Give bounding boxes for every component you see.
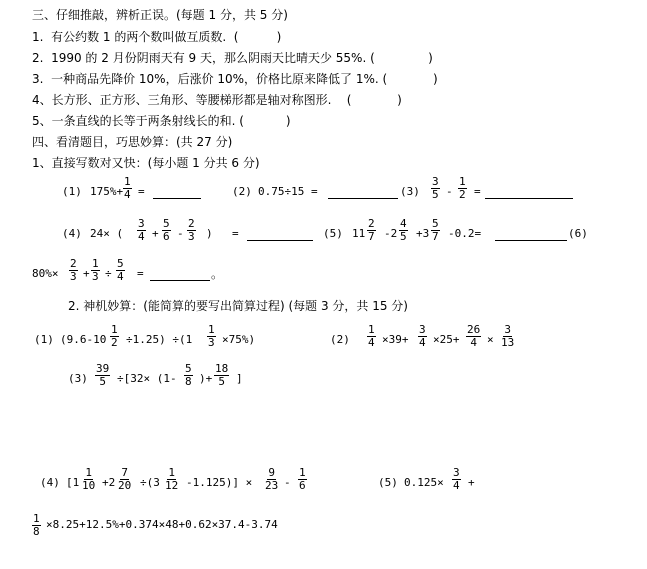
denominator: 4 — [453, 479, 460, 492]
q2-1-frac-b — [207, 324, 216, 349]
answer-blank — [150, 280, 210, 281]
answer-blank — [485, 198, 573, 199]
q1-5-op1: -2 — [384, 227, 398, 240]
q2-4-frac-e — [298, 467, 307, 492]
q1-1-pre: 175%+ — [90, 185, 124, 198]
q2-4-tail: -1.125)] × — [186, 476, 253, 489]
q1-4-frac-b — [162, 218, 171, 243]
denominator: 5 — [400, 230, 407, 243]
q2-3-frac-c — [214, 363, 229, 388]
part2-title: 2. 神机妙算：(能简算的要写出简算过程) (每题 3 分，共 15 分) — [68, 299, 408, 313]
denominator: 5 — [432, 188, 439, 201]
numerator: 7 — [121, 466, 128, 479]
q2-1-label: (1) — [34, 333, 54, 346]
denominator: 5 — [218, 375, 225, 388]
denominator: 7 — [368, 230, 375, 243]
numerator: 1 — [124, 175, 131, 188]
denominator: 3 — [70, 270, 77, 283]
q1-6-pre: 80%× — [32, 267, 59, 280]
q1-5-frac-b — [399, 218, 408, 243]
part1-title: 1、直接写数对又快：(每小题 1 分共 6 分) — [32, 156, 260, 170]
numerator: 5 — [117, 257, 124, 270]
answer-blank — [495, 240, 567, 241]
denominator: 3 — [92, 270, 99, 283]
denominator: 12 — [165, 479, 179, 492]
denominator: 3 — [188, 230, 195, 243]
q2-3-frac-a — [95, 363, 110, 388]
numerator: 1 — [111, 323, 118, 336]
q2-5b-tail: ×8.25+12.5%+0.374×48+0.62×37.4-3.74 — [46, 518, 278, 531]
denominator: 3 — [208, 336, 215, 349]
q1-6-op1: + — [83, 267, 90, 280]
numerator: 4 — [400, 217, 407, 230]
q1-4-op2: - — [177, 227, 184, 240]
q2-5b-frac — [32, 513, 41, 538]
q1-3-minus: - — [446, 185, 453, 198]
denominator: 4 — [419, 336, 426, 349]
q1-6-eq: = — [137, 267, 144, 280]
q1-3-frac-b — [458, 176, 467, 201]
denominator: 13 — [501, 336, 515, 349]
q2-3-frac-b — [184, 363, 193, 388]
denominator: 4 — [368, 336, 375, 349]
q2-1-frac-a — [110, 324, 119, 349]
q2-4-frac-b — [117, 467, 132, 492]
denominator: 2 — [111, 336, 118, 349]
numerator: 3 — [419, 323, 426, 336]
numerator: 1 — [85, 466, 92, 479]
q2-5-frac-a — [452, 467, 461, 492]
answer-blank — [153, 198, 201, 199]
judge-item-5: 5、一条直线的长等于两条射线长的和. ( ) — [32, 114, 291, 128]
q2-3-close: ] — [236, 372, 243, 385]
denominator: 2 — [459, 188, 466, 201]
q2-1-pre: (9.6-10 — [60, 333, 107, 346]
numerator: 1 — [368, 323, 375, 336]
numerator: 18 — [215, 362, 229, 375]
q2-4-pre: [1 — [66, 476, 80, 489]
q2-2-op2: ×25+ — [433, 333, 460, 346]
denominator: 5 — [99, 375, 106, 388]
denominator: 6 — [299, 479, 306, 492]
q1-5-label: (5) — [323, 227, 343, 240]
numerator: 1 — [33, 512, 40, 525]
q1-5-frac-a — [367, 218, 376, 243]
q2-4-frac-d — [264, 467, 279, 492]
numerator: 2 — [368, 217, 375, 230]
q2-5-pre: 0.125× — [404, 476, 444, 489]
q1-6-end: 。 — [211, 267, 224, 281]
q1-4-op1: + — [152, 227, 159, 240]
q1-4-eq: = — [232, 227, 239, 240]
q1-6-frac-c — [116, 258, 125, 283]
q1-5-frac-c — [431, 218, 440, 243]
q2-4-minus: - — [284, 476, 291, 489]
q1-2-text: 0.75÷15 = — [258, 185, 318, 198]
q1-6-frac-b — [91, 258, 100, 283]
q2-2-op3: × — [487, 333, 494, 346]
q2-2-frac-c — [466, 324, 481, 349]
q1-6-op2: ÷ — [105, 267, 112, 280]
q2-3-mid: ÷[32× (1- — [117, 372, 177, 385]
denominator: 8 — [185, 375, 192, 388]
denominator: 10 — [82, 479, 96, 492]
q1-1-frac — [123, 176, 132, 201]
q2-5-label: (5) — [378, 476, 398, 489]
q1-1-label: (1) — [62, 185, 82, 198]
q1-6-frac-a — [69, 258, 78, 283]
judge-item-1: 1. 有公约数 1 的两个数叫做互质数. ( ) — [32, 30, 282, 44]
q2-2-op1: ×39+ — [382, 333, 409, 346]
denominator: 23 — [265, 479, 279, 492]
numerator: 5 — [432, 217, 439, 230]
numerator: 2 — [70, 257, 77, 270]
q1-3-eq: = — [474, 185, 481, 198]
denominator: 4 — [470, 336, 477, 349]
q2-4-label: (4) — [40, 476, 60, 489]
section4-title: 四、看清题目，巧思妙算：(共 27 分) — [32, 135, 233, 149]
q2-4-frac-c — [164, 467, 179, 492]
denominator: 8 — [33, 525, 40, 538]
q1-4-pre: 24× ( — [90, 227, 124, 240]
q2-1-mid: ÷1.25) ÷(1 — [126, 333, 193, 346]
judge-item-4: 4、长方形、正方形、三角形、等腰梯形都是轴对称图形. ( ) — [32, 93, 402, 107]
denominator: 4 — [138, 230, 145, 243]
judge-item-2: 2. 1990 的 2 月份阴雨天有 9 天，那么阴雨天比晴天少 55%. ( ) — [32, 51, 433, 65]
numerator: 3 — [453, 466, 460, 479]
q1-4-close: ) — [206, 227, 213, 240]
denominator: 4 — [124, 188, 131, 201]
q1-5-op2: +3 — [416, 227, 430, 240]
numerator: 3 — [432, 175, 439, 188]
q1-5-tail: -0.2= — [448, 227, 482, 240]
numerator: 39 — [96, 362, 110, 375]
q1-3-frac-a — [431, 176, 440, 201]
numerator: 1 — [459, 175, 466, 188]
q2-3-label: (3) — [68, 372, 88, 385]
q1-2-label: (2) — [232, 185, 252, 198]
numerator: 1 — [299, 466, 306, 479]
numerator: 2 — [188, 217, 195, 230]
q1-4-label: (4) — [62, 227, 82, 240]
section3-title: 三、仔细推敲，辨析正误。(每题 1 分，共 5 分) — [32, 8, 288, 22]
numerator: 1 — [208, 323, 215, 336]
q2-2-frac-d — [500, 324, 515, 349]
q2-4-mid: ÷(3 — [140, 476, 160, 489]
answer-blank — [247, 240, 313, 241]
denominator: 4 — [117, 270, 124, 283]
denominator: 6 — [163, 230, 170, 243]
q2-2-label: (2) — [330, 333, 350, 346]
q1-3-label: (3) — [400, 185, 420, 198]
q1-6-label: (6) — [568, 227, 588, 240]
q1-4-frac-a — [137, 218, 146, 243]
numerator: 1 — [168, 466, 175, 479]
numerator: 26 — [467, 323, 481, 336]
answer-blank — [328, 198, 398, 199]
denominator: 7 — [432, 230, 439, 243]
numerator: 1 — [92, 257, 99, 270]
denominator: 20 — [118, 479, 132, 492]
numerator: 3 — [504, 323, 511, 336]
q1-1-eq: = — [138, 185, 145, 198]
q2-4-frac-a — [81, 467, 96, 492]
q1-4-frac-c — [187, 218, 196, 243]
q1-5-w1: 11 — [352, 227, 366, 240]
numerator: 9 — [268, 466, 275, 479]
q2-2-frac-b — [418, 324, 427, 349]
numerator: 5 — [163, 217, 170, 230]
q2-2-frac-a — [367, 324, 376, 349]
numerator: 5 — [185, 362, 192, 375]
q2-1-tail: ×75%) — [222, 333, 256, 346]
judge-item-3: 3. 一种商品先降价 10%，后涨价 10%，价格比原来降低了 1%. ( ) — [32, 72, 438, 86]
q2-3-plus: )+ — [199, 372, 213, 385]
numerator: 3 — [138, 217, 145, 230]
q2-4-op1: +2 — [102, 476, 116, 489]
q2-5-plus: + — [468, 476, 475, 489]
